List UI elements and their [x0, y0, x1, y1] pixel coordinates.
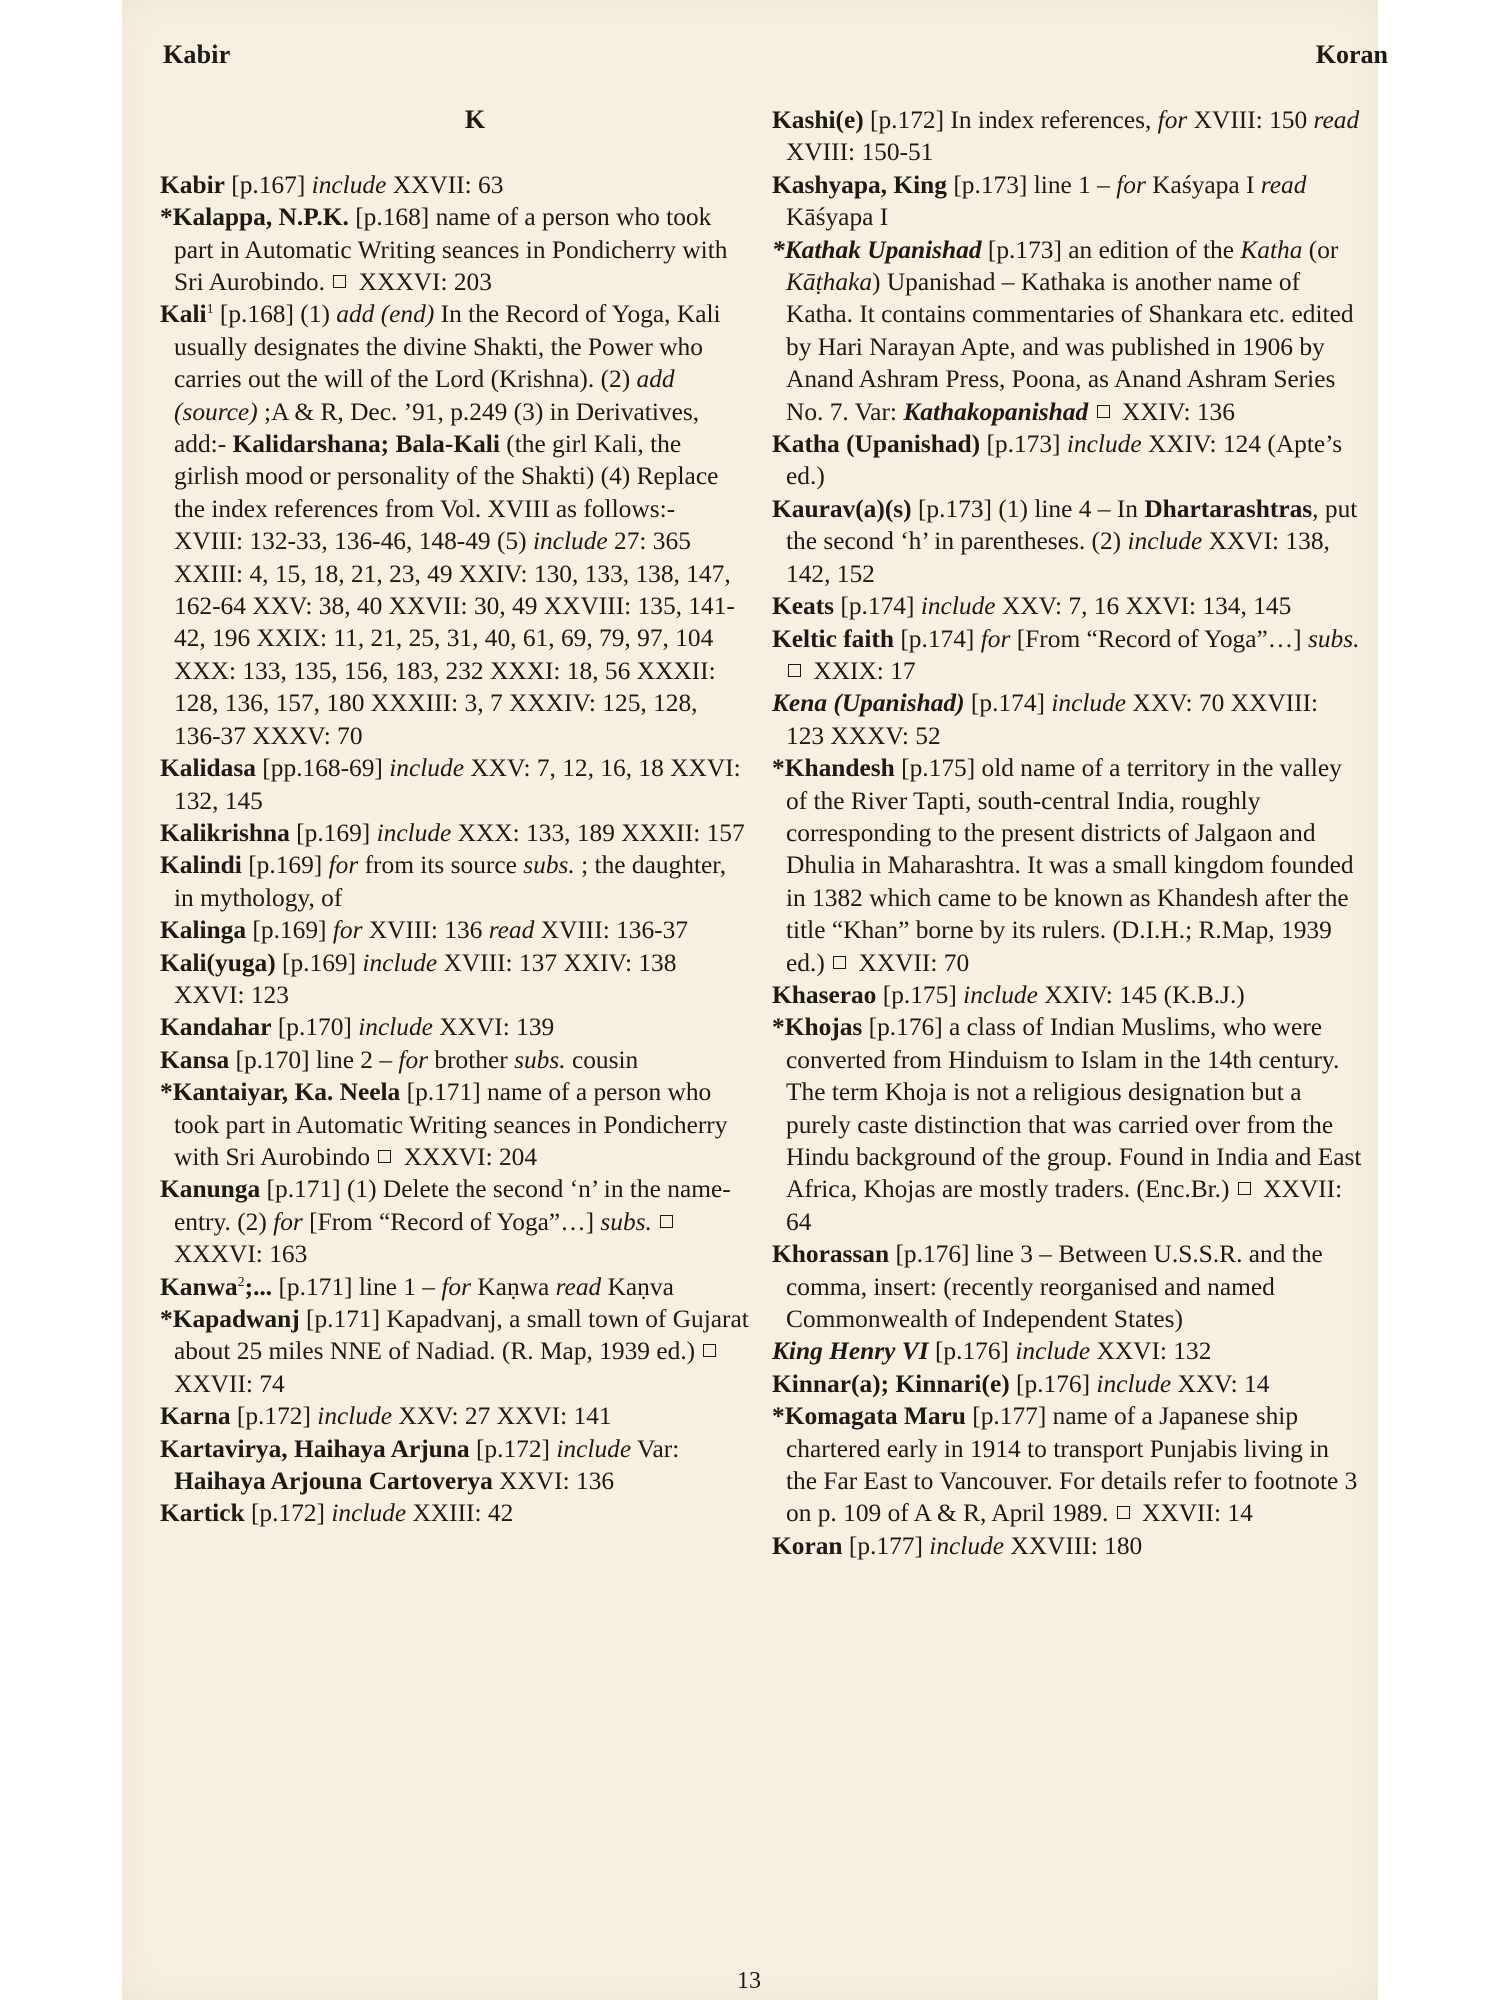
entry-text: XXVII: 70 [852, 948, 970, 977]
entry-text: subs. [600, 1207, 652, 1236]
entry-text: include [311, 170, 387, 199]
entry-text: ;A & R, Dec. ’91, p.249 (3) in Derivatives, add:- [174, 397, 700, 459]
entry-text: XXIV: 124 (Apte’s ed.) [786, 430, 1343, 491]
entry-headword: *Kalappa, N.P.K. [160, 203, 349, 232]
page-number: 13 [737, 1968, 761, 1994]
entry-text: Dhartarashtras [1144, 494, 1313, 523]
index-entry [160, 1271, 750, 1303]
entry-headword: Kali(yuga) [160, 948, 276, 977]
entry-text: Var: [631, 1434, 680, 1463]
index-entry [772, 687, 1362, 752]
entry-headword: Kalinga [160, 916, 247, 945]
entry-text: subs. [1307, 624, 1360, 653]
index-entry [160, 914, 750, 946]
section-letter: K [464, 105, 486, 134]
entry-text: XXIV: 136 [1115, 397, 1235, 426]
entry-text: include [920, 592, 996, 621]
index-entry [160, 1497, 750, 1529]
entry-headword: *Khojas [772, 1013, 863, 1042]
entry-headword: Kalikrishna [160, 818, 290, 847]
entry-text: for [328, 851, 359, 880]
left-entries [160, 169, 750, 1530]
index-entry [160, 752, 750, 817]
entry-headword: *Kantaiyar, Ka. Neela [160, 1078, 401, 1107]
entry-headword: Karna [160, 1402, 231, 1431]
index-entry [772, 1011, 1362, 1238]
entry-text: [p.176] [928, 1337, 1016, 1366]
entry-text: [p.174] [964, 689, 1052, 718]
entry-text: include [1127, 527, 1203, 556]
entry-text: [p.168] name of a person who took part in Automatic Writing seances in Pondicherry with Sri Aurobindo. [174, 203, 728, 296]
entry-text: XXVI: 138, 142, 152 [786, 527, 1330, 588]
entry-text: include [362, 948, 438, 977]
entry-text: XXX: 133, 189 XXXII: 157 [451, 818, 745, 847]
entry-text: ; the daughter, in mythology, of [174, 851, 727, 912]
entry-headword: *Khandesh [772, 754, 895, 783]
entry-text: XVIII: 150-51 [786, 138, 934, 167]
entry-text [1088, 398, 1094, 426]
entry-text: [p.176] [1009, 1369, 1097, 1398]
entry-text: add (source) [174, 365, 675, 426]
entry-text: Kalidarshana; Bala-Kali [232, 430, 500, 459]
right-column [772, 104, 1362, 1562]
entry-text: [p.176] line 3 – Between U.S.S.R. and the comma, insert: (recently reorganised and named Commonwealth of Independent States) [786, 1240, 1323, 1334]
entry-text: [p.175] old name of a territory in the valley of the River Tapti, south-central India, roughly corresponding to the present districts of Jalgaon and Dhulia in Maharashtra. It was a small kingdom founded in 1382 which came to be known as Khandesh after the title “Khan” borne by its rulers. (D.I.H.; R.Map, 1939 ed.) [786, 754, 1354, 977]
entry-text: include [389, 754, 464, 783]
entry-text: [pp.168-69] [255, 754, 390, 783]
entry-text: [p.174] [893, 624, 981, 653]
index-entry [772, 1238, 1362, 1335]
entry-text: include [376, 818, 452, 847]
entry-text: XXV: 14 [1171, 1369, 1270, 1398]
entry-text: Kāśyapa I [786, 203, 889, 232]
index-entry [772, 1530, 1362, 1562]
entry-text: subs. [514, 1045, 566, 1074]
entry-text: (or [1302, 235, 1339, 264]
entry-text: include [317, 1402, 393, 1431]
entry-text: [From “Record of Yoga”…] [302, 1207, 601, 1236]
entry-text: include [532, 527, 608, 556]
entry-text: [p.170] line 2 – [229, 1045, 399, 1074]
entry-headword: Kartick [160, 1499, 245, 1528]
entry-text: [p.172] [230, 1402, 318, 1431]
entry-text: XXV: 70 XXVIII: 123 XXXV: 52 [786, 689, 1319, 750]
entry-headword: Kansa [160, 1045, 230, 1074]
entry-text: [p.175] [876, 980, 964, 1009]
entry-text: [p.177] name of a Japanese ship chartered early in 1914 to transport Punjabis living in the Far East to Vancouver. For details refer to footnote 3 on p. 109 of A & R, April 1989. [786, 1402, 1358, 1528]
entry-text: read [555, 1272, 602, 1301]
entry-text: include [1066, 430, 1142, 459]
superscript-number: 2 [237, 1274, 245, 1290]
entry-headword: Koran [772, 1531, 843, 1560]
entry-headword: Kena (Upanishad) [772, 689, 965, 718]
entry-text: XXIV: 145 (K.B.J.) [1037, 980, 1245, 1009]
entry-text: Kaṇva [601, 1272, 674, 1301]
entry-text: [p.169] [289, 818, 377, 847]
index-entry [160, 1044, 750, 1076]
entry-text: Kāṭhaka [786, 268, 873, 297]
entry-text: [p.171] (1) Delete the second ‘n’ in the name-entry. (2) [174, 1175, 731, 1236]
entry-text: for [1116, 170, 1146, 199]
entry-text: cousin [565, 1045, 639, 1074]
entry-text: [p.177] [842, 1531, 930, 1560]
entry-text: XXVI: 132 [1090, 1337, 1212, 1366]
entry-text: [p.169] [275, 948, 363, 977]
superscript-number: 1 [206, 302, 214, 318]
entry-headword: Kandahar [160, 1013, 272, 1042]
entry-headword: Kanwa [160, 1272, 238, 1301]
entry-headword: Kabir [160, 170, 225, 199]
entry-text: XVIII: 137 XXIV: 138 XXVI: 123 [174, 948, 677, 1009]
running-head-left: Kabir [163, 40, 231, 69]
entry-text: XXVII: 74 [174, 1369, 285, 1398]
index-entry [160, 849, 750, 914]
entry-text: XXV: 7, 16 XXVI: 134, 145 [995, 592, 1292, 621]
entry-text: [p.169] [246, 916, 333, 945]
index-entry [772, 428, 1362, 493]
entry-text: add (end) [336, 300, 435, 329]
entry-text: include [331, 1499, 407, 1528]
entry-headword: Keltic faith [772, 624, 894, 653]
entry-text: [p.173] (1) line 4 – In [911, 494, 1145, 523]
entry-headword: Kashyapa, King [772, 170, 947, 199]
entry-text: XVIII: 136 [362, 916, 489, 945]
entry-text: XXXVI: 203 [352, 268, 492, 296]
index-entry [160, 1303, 750, 1400]
square-bullet-icon [660, 1215, 673, 1228]
index-entry [160, 1011, 750, 1043]
entry-text [652, 1208, 658, 1236]
right-entries [772, 104, 1362, 1562]
entry-headword: Khorassan [772, 1240, 890, 1269]
entry-text: brother [428, 1045, 515, 1074]
square-bullet-icon [333, 275, 346, 288]
entry-text: include [1051, 689, 1127, 718]
index-entry [160, 1433, 750, 1498]
entry-text: for [441, 1272, 471, 1301]
entry-headword: *Kathak Upanishad [772, 235, 982, 264]
entry-text: [p.167] [224, 170, 312, 199]
entry-text: Kaṇwa [471, 1272, 556, 1301]
index-entry [772, 1400, 1362, 1530]
entry-text: [p.171] name of a person who took part in Automatic Writing seances in Pondicherry with Sri Aurobindo [174, 1078, 728, 1171]
entry-text: [p.173] [980, 430, 1067, 459]
index-entry [772, 1335, 1362, 1367]
entry-text: XXV: 27 XXVI: 141 [392, 1402, 612, 1431]
left-column [160, 104, 750, 1530]
entry-text: XXVII: 64 [786, 1175, 1343, 1236]
square-bullet-icon [1117, 1506, 1130, 1519]
entry-text: XXXVI: 163 [174, 1240, 308, 1269]
entry-headword: Kashi(e) [772, 106, 864, 134]
square-bullet-icon [703, 1344, 716, 1357]
entry-headword: *Komagata Maru [772, 1402, 966, 1431]
entry-text: Kaśyapa I [1145, 170, 1261, 199]
entry-text: [From “Record of Yoga”…] [1010, 624, 1308, 653]
entry-headword: *Kapadwanj [160, 1305, 300, 1333]
index-entry [772, 623, 1362, 688]
entry-text: , put the second ‘h’ in parentheses. (2) [786, 494, 1358, 556]
index-entry [772, 590, 1362, 622]
entry-text: [p.173] line 1 – [946, 170, 1117, 199]
entry-headword: Khaserao [772, 980, 877, 1009]
entry-text: 27: 365 XXIII: 4, 15, 18, 21, 23, 49 XXIV: 130, 133, 138, 147, 162-64 XXV: 38, 40 XXVII: 30, 49 XXVIII: 135, 141-42, 196 XXIX: 11, 21, 25, 31, 40, 61, 69, 79, 97, 104 XXX: 133, 135, 156, 183, 232 XXXI: 18, 56 XXXII: 128, 136, 157, 180 XXXIII: 3, 7 XXXIV: 125, 128, 136-37 XXXV: 70 [174, 527, 735, 750]
square-bullet-icon [1238, 1182, 1251, 1195]
square-bullet-icon [1097, 405, 1110, 418]
entry-text: from its source [358, 851, 524, 880]
square-bullet-icon [833, 956, 846, 969]
entry-text: [p.176] a class of Indian Muslims, who were converted from Hinduism to Islam in the 14th century. The term Khoja is not a religious designation but a purely caste distinction that was carried over from the Hindu background of the group. Found in India and East Africa, Khojas are mostly traders. (Enc.Br.) [786, 1013, 1362, 1204]
entry-text: read [488, 916, 535, 945]
entry-text: for [332, 916, 363, 945]
entry-text: ;... [244, 1272, 273, 1301]
entry-text: Katha [1240, 235, 1303, 264]
entry-text: subs. [523, 851, 575, 880]
entry-headword: Kanunga [160, 1175, 261, 1204]
index-entry [160, 169, 750, 201]
entry-text: [p.174] [834, 592, 921, 621]
entry-headword: Keats [772, 592, 835, 621]
index-entry [772, 979, 1362, 1011]
running-head-right: Koran [1315, 40, 1388, 69]
entry-text: read [1313, 106, 1360, 134]
entry-text: Kathakopanishad [903, 397, 1089, 426]
entry-text: In the Record of Yoga, Kali usually designates the divine Shakti, the Power who carries out the will of the Lord (Krishna). (2) [174, 300, 721, 394]
entry-text: include [929, 1531, 1005, 1560]
entry-text: XXVI: 139 [432, 1013, 555, 1042]
index-entry [160, 1400, 750, 1432]
entry-text: XVIII: 136-37 [534, 916, 689, 945]
index-entry [772, 493, 1362, 590]
entry-text: XXIII: 42 [406, 1499, 514, 1528]
entry-headword: Kalidasa [160, 754, 256, 783]
entry-text: Haihaya Arjouna Cartoverya [174, 1467, 493, 1496]
entry-text: [p.169] [241, 851, 329, 880]
index-entry [772, 104, 1362, 169]
entry-headword: Kali [160, 300, 207, 329]
entry-headword: Kinnar(a); Kinnari(e) [772, 1369, 1010, 1398]
entry-text: [p.168] (1) [213, 300, 337, 329]
square-bullet-icon [788, 664, 801, 677]
entry-text: XXVIII: 180 [1004, 1531, 1143, 1560]
entry-text: [p.173] an edition of the [981, 235, 1241, 264]
entry-text: XXVII: 14 [1135, 1499, 1253, 1528]
entry-headword: Kalindi [160, 851, 242, 880]
square-bullet-icon [378, 1150, 391, 1163]
entry-headword: Katha (Upanishad) [772, 430, 981, 459]
index-entry [772, 1368, 1362, 1400]
entry-text: for [273, 1207, 303, 1236]
entry-text: [p.172] In index references, [863, 106, 1158, 134]
entry-headword: Kartavirya, Haihaya Arjuna [160, 1434, 470, 1463]
entry-text: for [1157, 106, 1188, 134]
entry-text: include [358, 1013, 433, 1042]
index-entry [772, 752, 1362, 979]
index-entry [160, 947, 750, 1012]
index-entry [160, 1076, 750, 1173]
entry-text: include [963, 980, 1038, 1009]
entry-text: include [1096, 1369, 1172, 1398]
index-entry [160, 298, 750, 752]
entry-text: XXXVI: 204 [397, 1142, 538, 1171]
entry-text: XXVI: 136 [492, 1467, 615, 1496]
entry-text: XXV: 7, 12, 16, 18 XXVI: 132, 145 [174, 754, 741, 815]
entry-text: XXIX: 17 [807, 656, 916, 685]
index-entry [160, 201, 750, 298]
entry-text: XVIII: 150 [1187, 106, 1314, 134]
entry-text: [p.172] [244, 1499, 332, 1528]
index-entry [772, 169, 1362, 234]
entry-text: include [1015, 1337, 1091, 1366]
entry-text: XXVII: 63 [386, 170, 504, 199]
entry-text: for [980, 624, 1011, 653]
entry-text: include [556, 1434, 632, 1463]
index-entry [160, 817, 750, 849]
entry-text: [p.171] Kapadvanj, a small town of Gujarat about 25 miles NNE of Nadiad. (R. Map, 1939 ed.) [174, 1305, 749, 1366]
entry-text: read [1260, 170, 1307, 199]
entry-text: ) Upanishad – Kathaka is another name of Katha. It contains commentaries of Shankara etc. edited by Hari Narayan Apte, and was published in 1906 by Anand Ashram Press, Poona, as Anand Ashram Series No. 7. Var: [786, 268, 1354, 426]
entry-headword: Kaurav(a)(s) [772, 494, 912, 523]
index-entry [772, 234, 1362, 428]
entry-text: for [398, 1045, 429, 1074]
entry-text: [p.171] line 1 – [272, 1272, 442, 1301]
index-entry [160, 1173, 750, 1270]
entry-text: [p.170] [271, 1013, 359, 1042]
entry-headword: King Henry VI [772, 1337, 929, 1366]
entry-text: [p.172] [469, 1434, 557, 1463]
entry-text: (the girl Kali, the girlish mood or personality of the Shakti) (4) Replace the index references from Vol. XVIII as follows:- XVIII: 132-33, 136-46, 148-49 (5) [174, 430, 719, 556]
